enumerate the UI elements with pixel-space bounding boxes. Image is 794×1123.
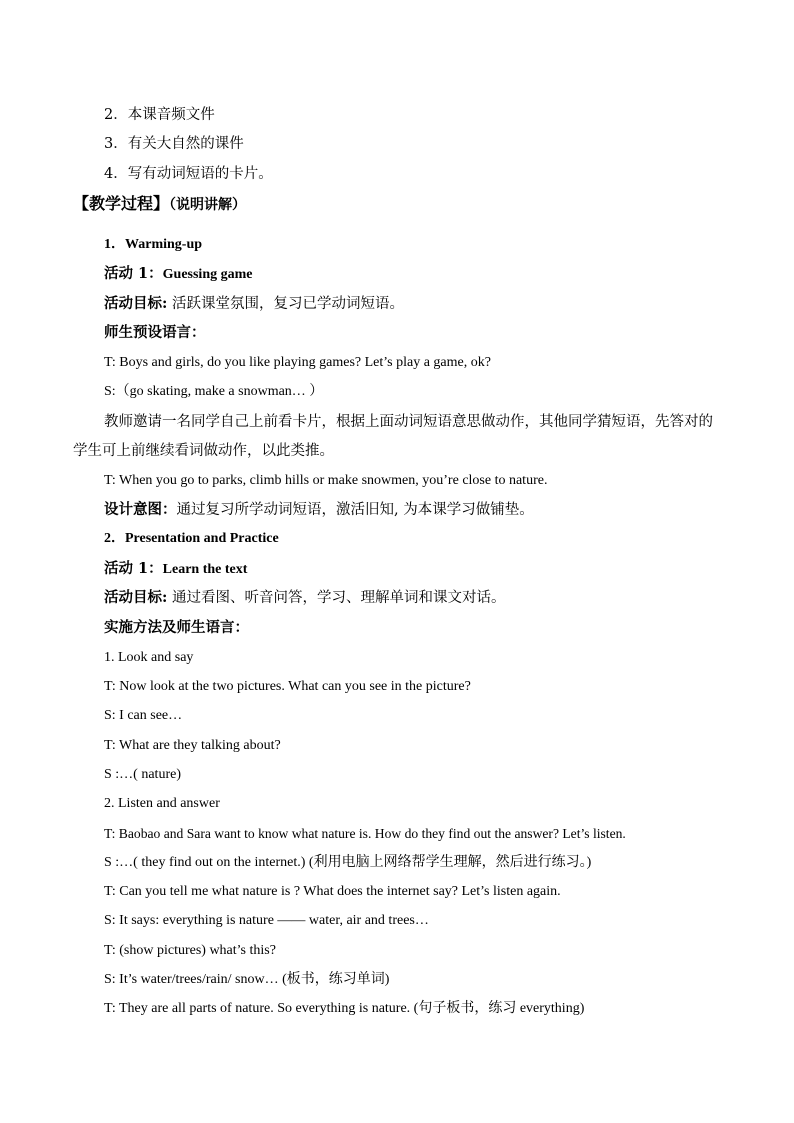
dialogue-line: T: They are all parts of nature. So everything is nature. (句子板书，练习 everything) [104, 1001, 585, 1016]
dialogue-line: 2. Listen and answer [104, 796, 220, 811]
dialogue-line: T: Can you tell me what nature is ? What does the internet say? Let’s listen again. [104, 884, 561, 899]
process-heading-note: （说明讲解） [169, 197, 247, 213]
instruction-paragraph: 教师邀请一名同学自己上前看卡片，根据上面动词短语意思做动作，其他同学猜短语，先答对的学生可上前继续看词做动作，以此类推。 [73, 414, 713, 459]
dialogue-line: T: Baobao and Sara want to know what nature is. How do they find out the answer? Let’s listen. [104, 826, 626, 841]
dialogue-line: S: It’s water/trees/rain/ snow… (板书，练习单词) [104, 972, 390, 987]
activity-line [104, 559, 247, 580]
process-heading [73, 194, 246, 215]
goal-label: 活动目标: [104, 295, 168, 312]
section-title-presentation: 2．Presentation and Practice [104, 531, 279, 546]
design-intent-line [104, 500, 534, 520]
language-label: 师生预设语言： [104, 324, 206, 341]
design-intent-text: 通过复习所学动词短语，激活旧知, 为本课学习做铺垫。 [176, 502, 534, 518]
dialogue-line: S: It says: everything is nature —— water, air and trees… [104, 913, 429, 928]
dialogue-line: T: When you go to parks, climb hills or make snowmen, you’re close to nature. [104, 473, 548, 488]
design-intent-label: 设计意图： [104, 501, 177, 518]
activity-name: Guessing game [162, 267, 253, 282]
goal-text: 活跃课堂氛围，复习已学动词短语。 [167, 296, 404, 312]
dialogue-line: 1. Look and say [104, 650, 194, 665]
dialogue-line: T: (show pictures) what’s this? [104, 943, 276, 958]
dialogue-line: S:（go skating, make a snowman… ） [104, 384, 324, 399]
material-item: 4．写有动词短语的卡片。 [104, 166, 273, 182]
section-title-warming-up: 1．Warming-up [104, 237, 203, 252]
activity-label: 活动 1： [104, 560, 163, 577]
material-item: 3．有关大自然的课件 [104, 136, 244, 152]
dialogue-line: S :…( nature) [104, 767, 181, 782]
method-label: 实施方法及师生语言： [104, 619, 249, 636]
goal-label: 活动目标: [104, 589, 168, 606]
dialogue-line: S: I can see… [104, 708, 183, 723]
activity-name: Learn the text [162, 562, 248, 577]
activity-line [104, 264, 252, 285]
goal-line [104, 294, 404, 314]
material-item: 2．本课音频文件 [104, 107, 215, 123]
dialogue-line: T: Boys and girls, do you like playing games? Let’s play a game, ok? [104, 355, 491, 370]
dialogue-line: T: What are they talking about? [104, 738, 281, 753]
goal-line [104, 588, 505, 608]
goal-text: 通过看图、听音问答，学习、理解单词和课文对话。 [167, 590, 506, 606]
activity-label: 活动 1： [104, 265, 163, 282]
dialogue-line: S :…( they find out on the internet.) (利用电脑上网络帮学生理解，然后进行练习。) [104, 855, 592, 870]
process-heading-title: 【教学过程】 [73, 194, 170, 213]
dialogue-line: T: Now look at the two pictures. What can you see in the picture? [104, 679, 471, 694]
